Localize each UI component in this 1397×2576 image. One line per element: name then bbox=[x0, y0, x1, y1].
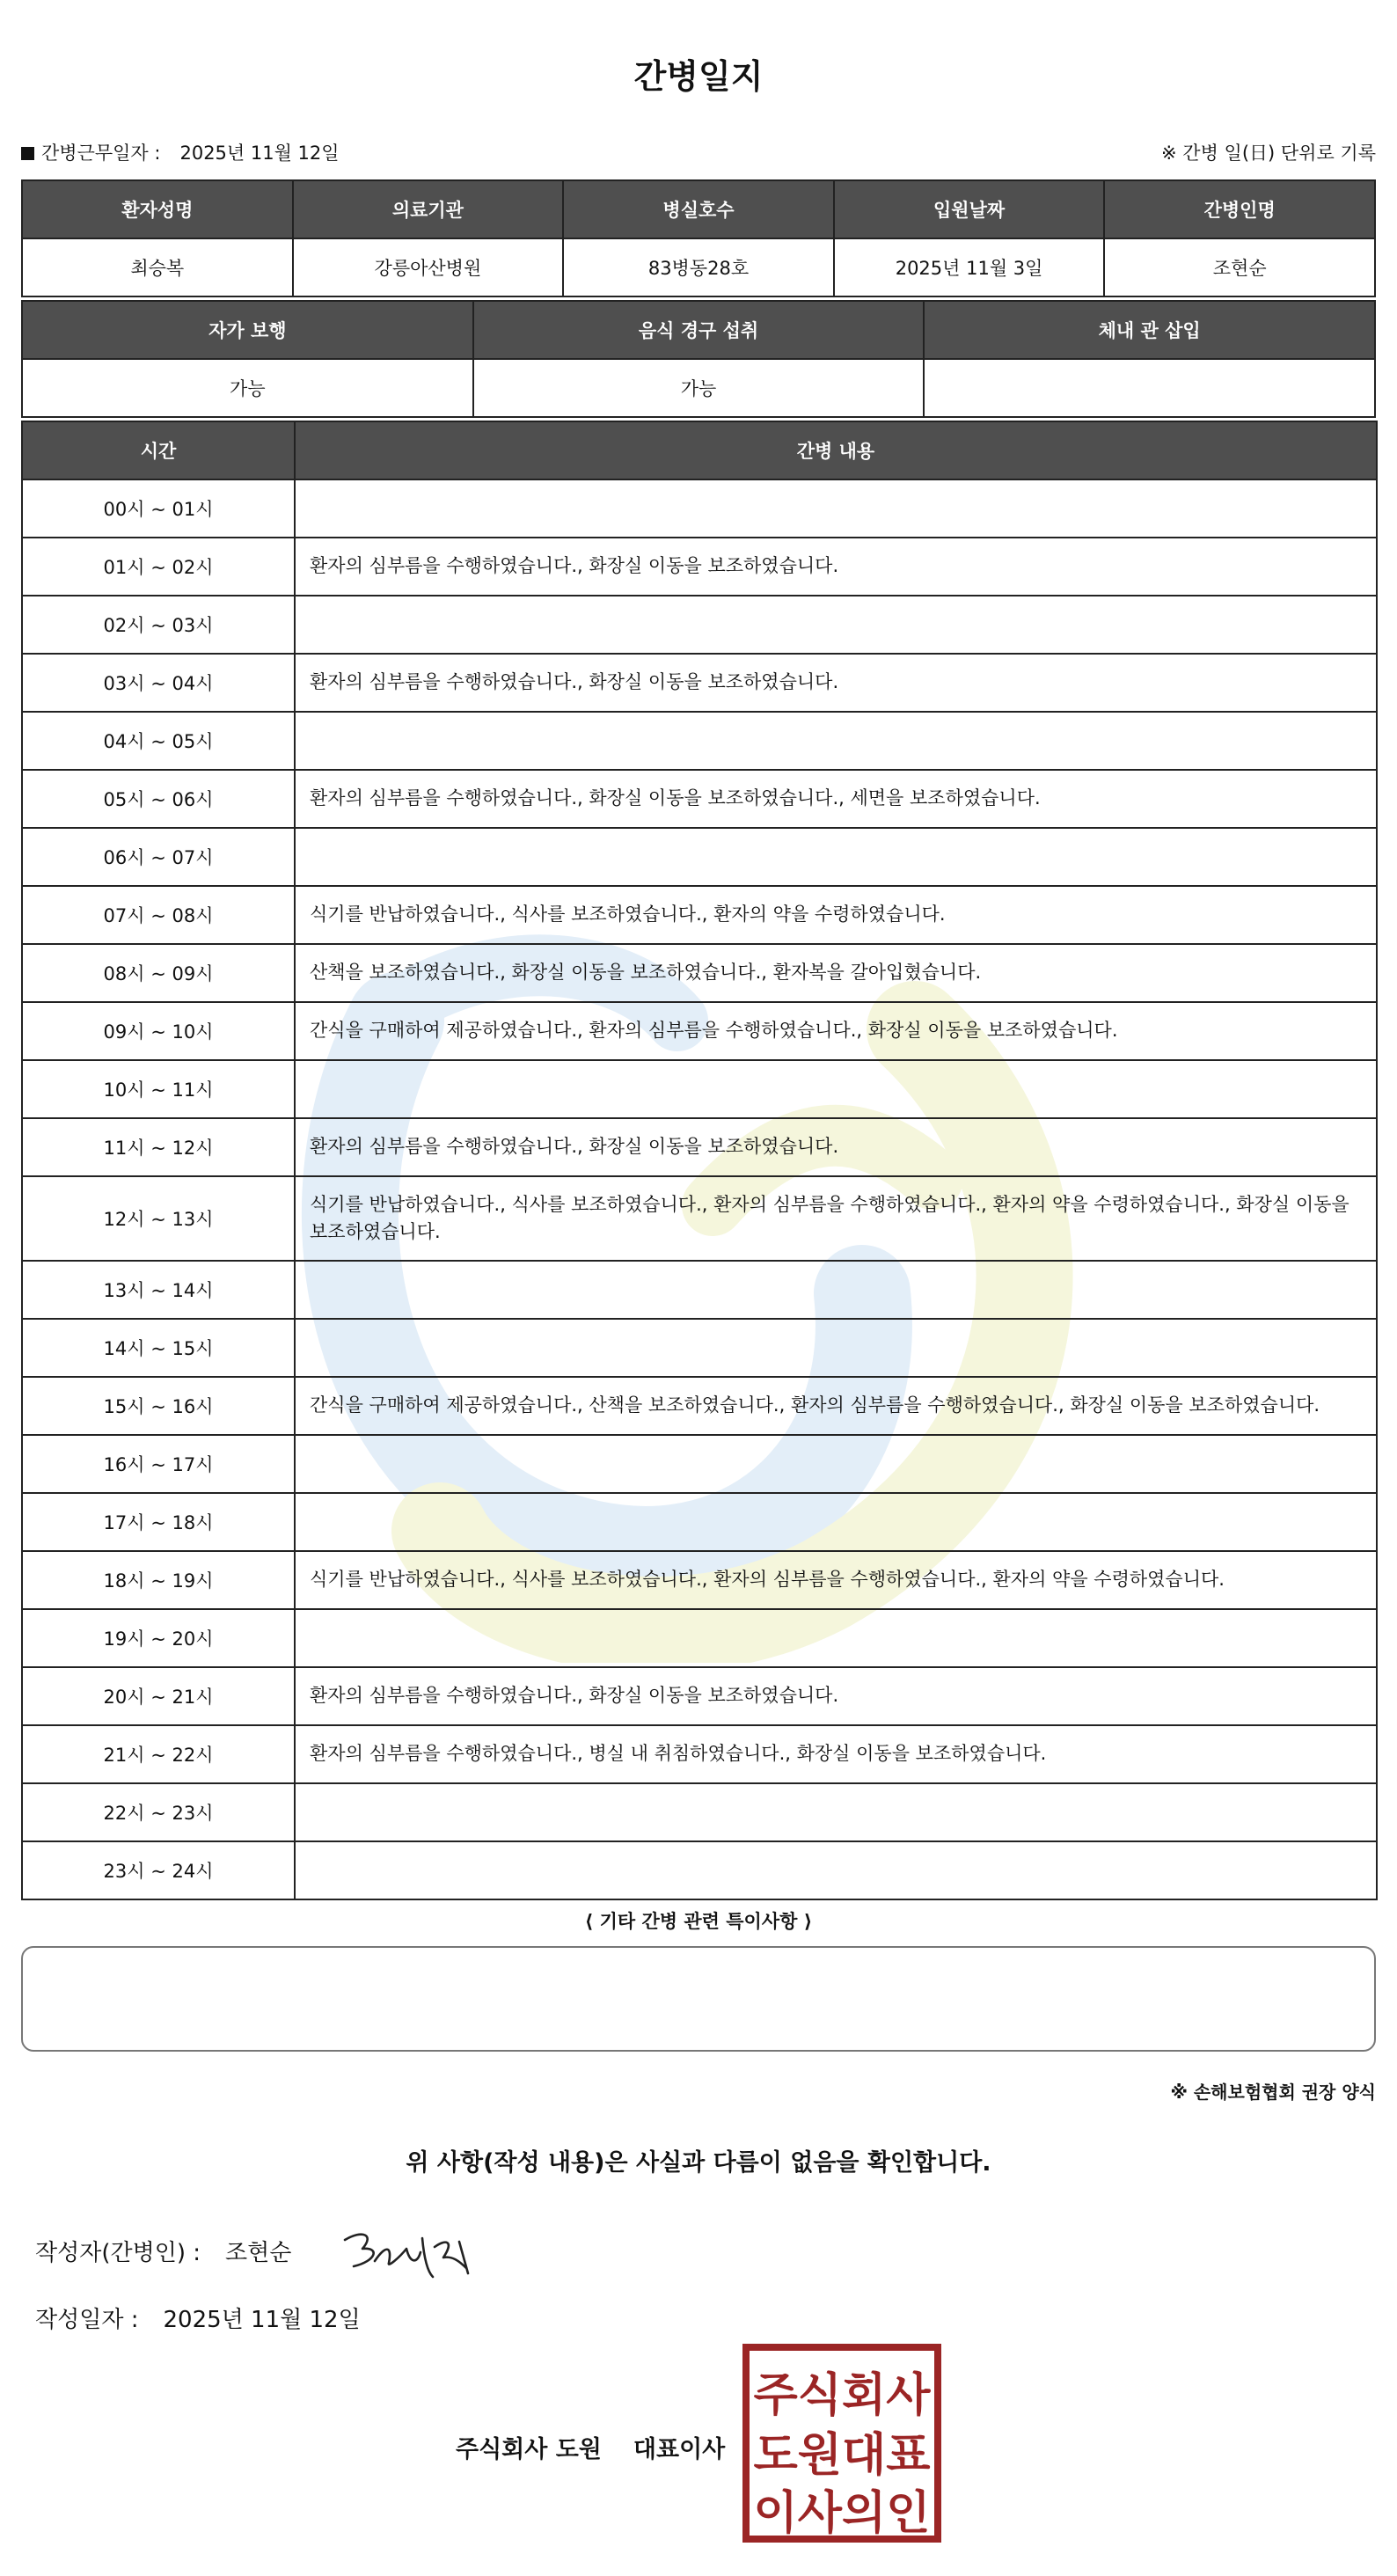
table-row bbox=[22, 886, 1377, 944]
log-content: 식기를 반납하였습니다., 식사를 보조하였습니다., 환자의 약을 수령하였습니다. bbox=[295, 886, 1377, 944]
log-content bbox=[295, 1841, 1377, 1899]
table-row bbox=[22, 1261, 1377, 1319]
writer-label: 작성자(간병인) : bbox=[35, 2240, 201, 2266]
patient-status-table bbox=[21, 300, 1376, 418]
table-row bbox=[22, 1002, 1377, 1060]
log-time: 02시 ~ 03시 bbox=[22, 596, 295, 654]
log-time: 19시 ~ 20시 bbox=[22, 1609, 295, 1667]
patient-info-table bbox=[21, 179, 1376, 297]
log-content bbox=[295, 596, 1377, 654]
status-header-oral-intake: 음식 경구 섭취 bbox=[473, 301, 925, 359]
table-row bbox=[22, 712, 1377, 770]
seal-line-1: 주식회사 bbox=[753, 2369, 931, 2422]
log-time: 18시 ~ 19시 bbox=[22, 1551, 295, 1609]
log-time: 16시 ~ 17시 bbox=[22, 1435, 295, 1493]
table-row bbox=[22, 538, 1377, 596]
log-content: 환자의 심부름을 수행하였습니다., 화장실 이동을 보조하였습니다. bbox=[295, 1118, 1377, 1176]
writer-line bbox=[35, 2235, 291, 2267]
table-row bbox=[22, 1118, 1377, 1176]
table-row bbox=[22, 1841, 1377, 1899]
table-row bbox=[22, 770, 1377, 828]
log-content: 식기를 반납하였습니다., 식사를 보조하였습니다., 환자의 심부름을 수행하였습니다., 환자의 약을 수령하였습니다., 화장실 이동을 보조하였습니다. bbox=[295, 1176, 1377, 1261]
info-header-hospital: 의료기관 bbox=[293, 180, 564, 238]
handwritten-signature bbox=[336, 2222, 486, 2286]
log-content bbox=[295, 1609, 1377, 1667]
log-time: 03시 ~ 04시 bbox=[22, 654, 295, 712]
status-header-walking: 자가 보행 bbox=[22, 301, 473, 359]
record-note: ※ 간병 일(日) 단위로 기록 bbox=[1161, 143, 1376, 164]
notes-box bbox=[21, 1946, 1376, 2052]
log-time: 11시 ~ 12시 bbox=[22, 1118, 295, 1176]
log-header-content: 간병 내용 bbox=[295, 421, 1377, 479]
info-header-admission: 입원날짜 bbox=[834, 180, 1105, 238]
work-date-value: 2025년 11월 12일 bbox=[179, 143, 340, 164]
log-content: 환자의 심부름을 수행하였습니다., 화장실 이동을 보조하였습니다. bbox=[295, 1667, 1377, 1725]
log-time: 20시 ~ 21시 bbox=[22, 1667, 295, 1725]
log-time: 08시 ~ 09시 bbox=[22, 944, 295, 1002]
seal-line-2: 도원대표 bbox=[753, 2429, 931, 2482]
square-bullet-icon bbox=[21, 147, 34, 160]
table-row bbox=[22, 1319, 1377, 1377]
info-caregiver-name: 조현순 bbox=[1104, 238, 1375, 296]
log-content: 간식을 구매하여 제공하였습니다., 산책을 보조하였습니다., 환자의 심부름을 수행하였습니다., 화장실 이동을 보조하였습니다. bbox=[295, 1377, 1377, 1435]
log-content bbox=[295, 1435, 1377, 1493]
work-date-label: 간병근무일자 : bbox=[41, 143, 161, 164]
info-header-patient: 환자성명 bbox=[22, 180, 293, 238]
log-content: 환자의 심부름을 수행하였습니다., 화장실 이동을 보조하였습니다., 세면을 보조하였습니다. bbox=[295, 770, 1377, 828]
table-row bbox=[22, 654, 1377, 712]
written-date-value: 2025년 11월 12일 bbox=[163, 2307, 361, 2333]
log-header-time: 시간 bbox=[22, 421, 295, 479]
work-date bbox=[21, 139, 340, 165]
table-row bbox=[22, 944, 1377, 1002]
company-seal bbox=[742, 2344, 941, 2543]
info-patient-name: 최승복 bbox=[22, 238, 293, 296]
log-content bbox=[295, 1783, 1377, 1841]
table-row bbox=[22, 828, 1377, 886]
recommend-note: ※ 손해보험협회 권장 양식 bbox=[1170, 2082, 1376, 2103]
info-header-room: 병실호수 bbox=[563, 180, 834, 238]
table-row bbox=[22, 479, 1377, 538]
table-row bbox=[22, 1551, 1377, 1609]
log-time: 21시 ~ 22시 bbox=[22, 1725, 295, 1783]
info-room: 83병동28호 bbox=[563, 238, 834, 296]
care-log-table bbox=[21, 421, 1378, 1900]
table-row bbox=[22, 1435, 1377, 1493]
status-header-tube: 체내 관 삽입 bbox=[924, 301, 1375, 359]
log-time: 22시 ~ 23시 bbox=[22, 1783, 295, 1841]
info-header-caregiver: 간병인명 bbox=[1104, 180, 1375, 238]
written-date-line bbox=[35, 2302, 361, 2334]
table-row bbox=[22, 1667, 1377, 1725]
status-oral-intake: 가능 bbox=[473, 359, 925, 417]
log-time: 04시 ~ 05시 bbox=[22, 712, 295, 770]
table-row bbox=[22, 1176, 1377, 1261]
log-time: 12시 ~ 13시 bbox=[22, 1176, 295, 1261]
log-time: 14시 ~ 15시 bbox=[22, 1319, 295, 1377]
log-content: 산책을 보조하였습니다., 화장실 이동을 보조하였습니다., 환자복을 갈아입혔습니다. bbox=[295, 944, 1377, 1002]
log-content: 환자의 심부름을 수행하였습니다., 화장실 이동을 보조하였습니다. bbox=[295, 654, 1377, 712]
log-content: 식기를 반납하였습니다., 식사를 보조하였습니다., 환자의 심부름을 수행하였습니다., 환자의 약을 수령하였습니다. bbox=[295, 1551, 1377, 1609]
log-time: 23시 ~ 24시 bbox=[22, 1841, 295, 1899]
log-content bbox=[295, 1493, 1377, 1551]
table-row bbox=[22, 1725, 1377, 1783]
log-time: 01시 ~ 02시 bbox=[22, 538, 295, 596]
work-date-line bbox=[21, 139, 1376, 165]
log-content: 간식을 구매하여 제공하였습니다., 환자의 심부름을 수행하였습니다., 화장실 이동을 보조하였습니다. bbox=[295, 1002, 1377, 1060]
confirm-statement: 위 사항(작성 내용)은 사실과 다름이 없음을 확인합니다. bbox=[406, 2149, 991, 2177]
table-row bbox=[22, 1493, 1377, 1551]
log-time: 15시 ~ 16시 bbox=[22, 1377, 295, 1435]
log-time: 05시 ~ 06시 bbox=[22, 770, 295, 828]
log-content bbox=[295, 1060, 1377, 1118]
log-time: 06시 ~ 07시 bbox=[22, 828, 295, 886]
info-admission-date: 2025년 11월 3일 bbox=[834, 238, 1105, 296]
table-row bbox=[22, 1377, 1377, 1435]
table-row bbox=[22, 1060, 1377, 1118]
status-tube bbox=[924, 359, 1375, 417]
writer-name: 조현순 bbox=[225, 2240, 292, 2266]
company-line bbox=[456, 2430, 725, 2464]
log-content bbox=[295, 1319, 1377, 1377]
log-content: 환자의 심부름을 수행하였습니다., 병실 내 취침하였습니다., 화장실 이동을 보조하였습니다. bbox=[295, 1725, 1377, 1783]
log-time: 09시 ~ 10시 bbox=[22, 1002, 295, 1060]
page-title: 간병일지 bbox=[633, 57, 764, 96]
info-hospital: 강릉아산병원 bbox=[293, 238, 564, 296]
log-content bbox=[295, 828, 1377, 886]
notes-title: ⟨ 기타 간병 관련 특이사항 ⟩ bbox=[584, 1911, 813, 1932]
log-time: 07시 ~ 08시 bbox=[22, 886, 295, 944]
table-row bbox=[22, 1783, 1377, 1841]
log-content bbox=[295, 479, 1377, 538]
log-content bbox=[295, 1261, 1377, 1319]
log-time: 10시 ~ 11시 bbox=[22, 1060, 295, 1118]
log-time: 17시 ~ 18시 bbox=[22, 1493, 295, 1551]
log-content bbox=[295, 712, 1377, 770]
company-rep-title: 대표이사 bbox=[633, 2436, 726, 2463]
log-time: 13시 ~ 14시 bbox=[22, 1261, 295, 1319]
seal-line-3: 이사의인 bbox=[753, 2487, 931, 2540]
company-name: 주식회사 도원 bbox=[456, 2436, 602, 2463]
status-walking: 가능 bbox=[22, 359, 473, 417]
log-content: 환자의 심부름을 수행하였습니다., 화장실 이동을 보조하였습니다. bbox=[295, 538, 1377, 596]
table-row bbox=[22, 1609, 1377, 1667]
log-time: 00시 ~ 01시 bbox=[22, 479, 295, 538]
table-row bbox=[22, 596, 1377, 654]
written-date-label: 작성일자 : bbox=[35, 2307, 139, 2333]
